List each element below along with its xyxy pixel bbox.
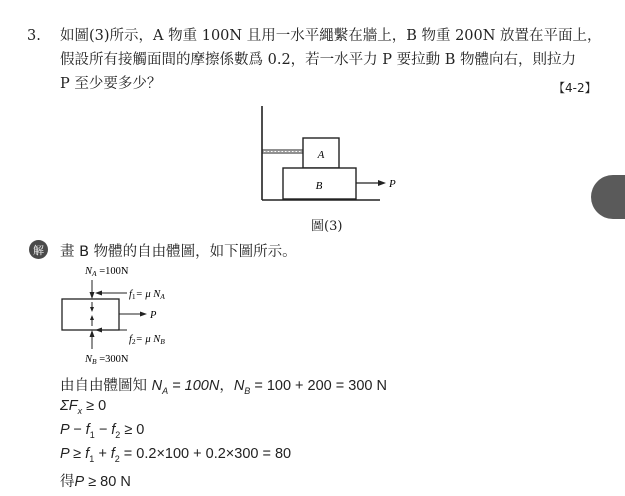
fbd-f1-label: f1= μ NA [129,289,165,301]
solution-intro: 畫 B 物體的自由體圖，如下圖所示。 [60,244,297,260]
equation-sum-fx: $\Sigma F_x \ge 0$ [60,398,107,416]
fbd-na-label: NA =100N [85,266,129,278]
fbd-p-label: P [150,310,157,321]
equation-p-minus-f: $P - f_1 - f_2 \ge 0$ [60,422,145,440]
free-body-diagram [55,262,230,370]
question-line-2: 假設所有接觸面間的摩擦係數爲 0.2，若一水平力 P 要拉動 B 物體向右，則拉力 [60,52,577,68]
chapter-reference: 【4-2】 [553,81,597,95]
equation-answer: 得P ≥ 80 N [60,474,131,490]
fbd-f2-label: f2= μ NB [129,334,165,346]
question-line-1: 如圖(3)所示，A 物重 100N 且用一水平繩繫在牆上，B 物重 200N 放置在平面上， [60,28,602,44]
question-number: 3. [27,28,41,44]
fbd-nb-label: NB =300N [85,354,129,366]
page-side-tab [591,175,625,219]
equation-p-value: $P \ge f_1 + f_2 = 0.2\times 100 + 0.2\times 300 = 80$ [60,446,292,464]
block-a-label: A [317,149,325,161]
equation-normal-forces: 由自由體圖知 $N_A = 100N$，$N_B = 100 + 200 = 300$ N [60,378,387,396]
block-b-label: B [315,180,323,192]
fbd-box [62,299,119,330]
question-line-3: P 至少要多少？ [60,76,162,92]
force-label: P [389,178,396,190]
figure-caption: 圖(3) [311,219,343,234]
solution-badge: 解 [29,240,48,259]
